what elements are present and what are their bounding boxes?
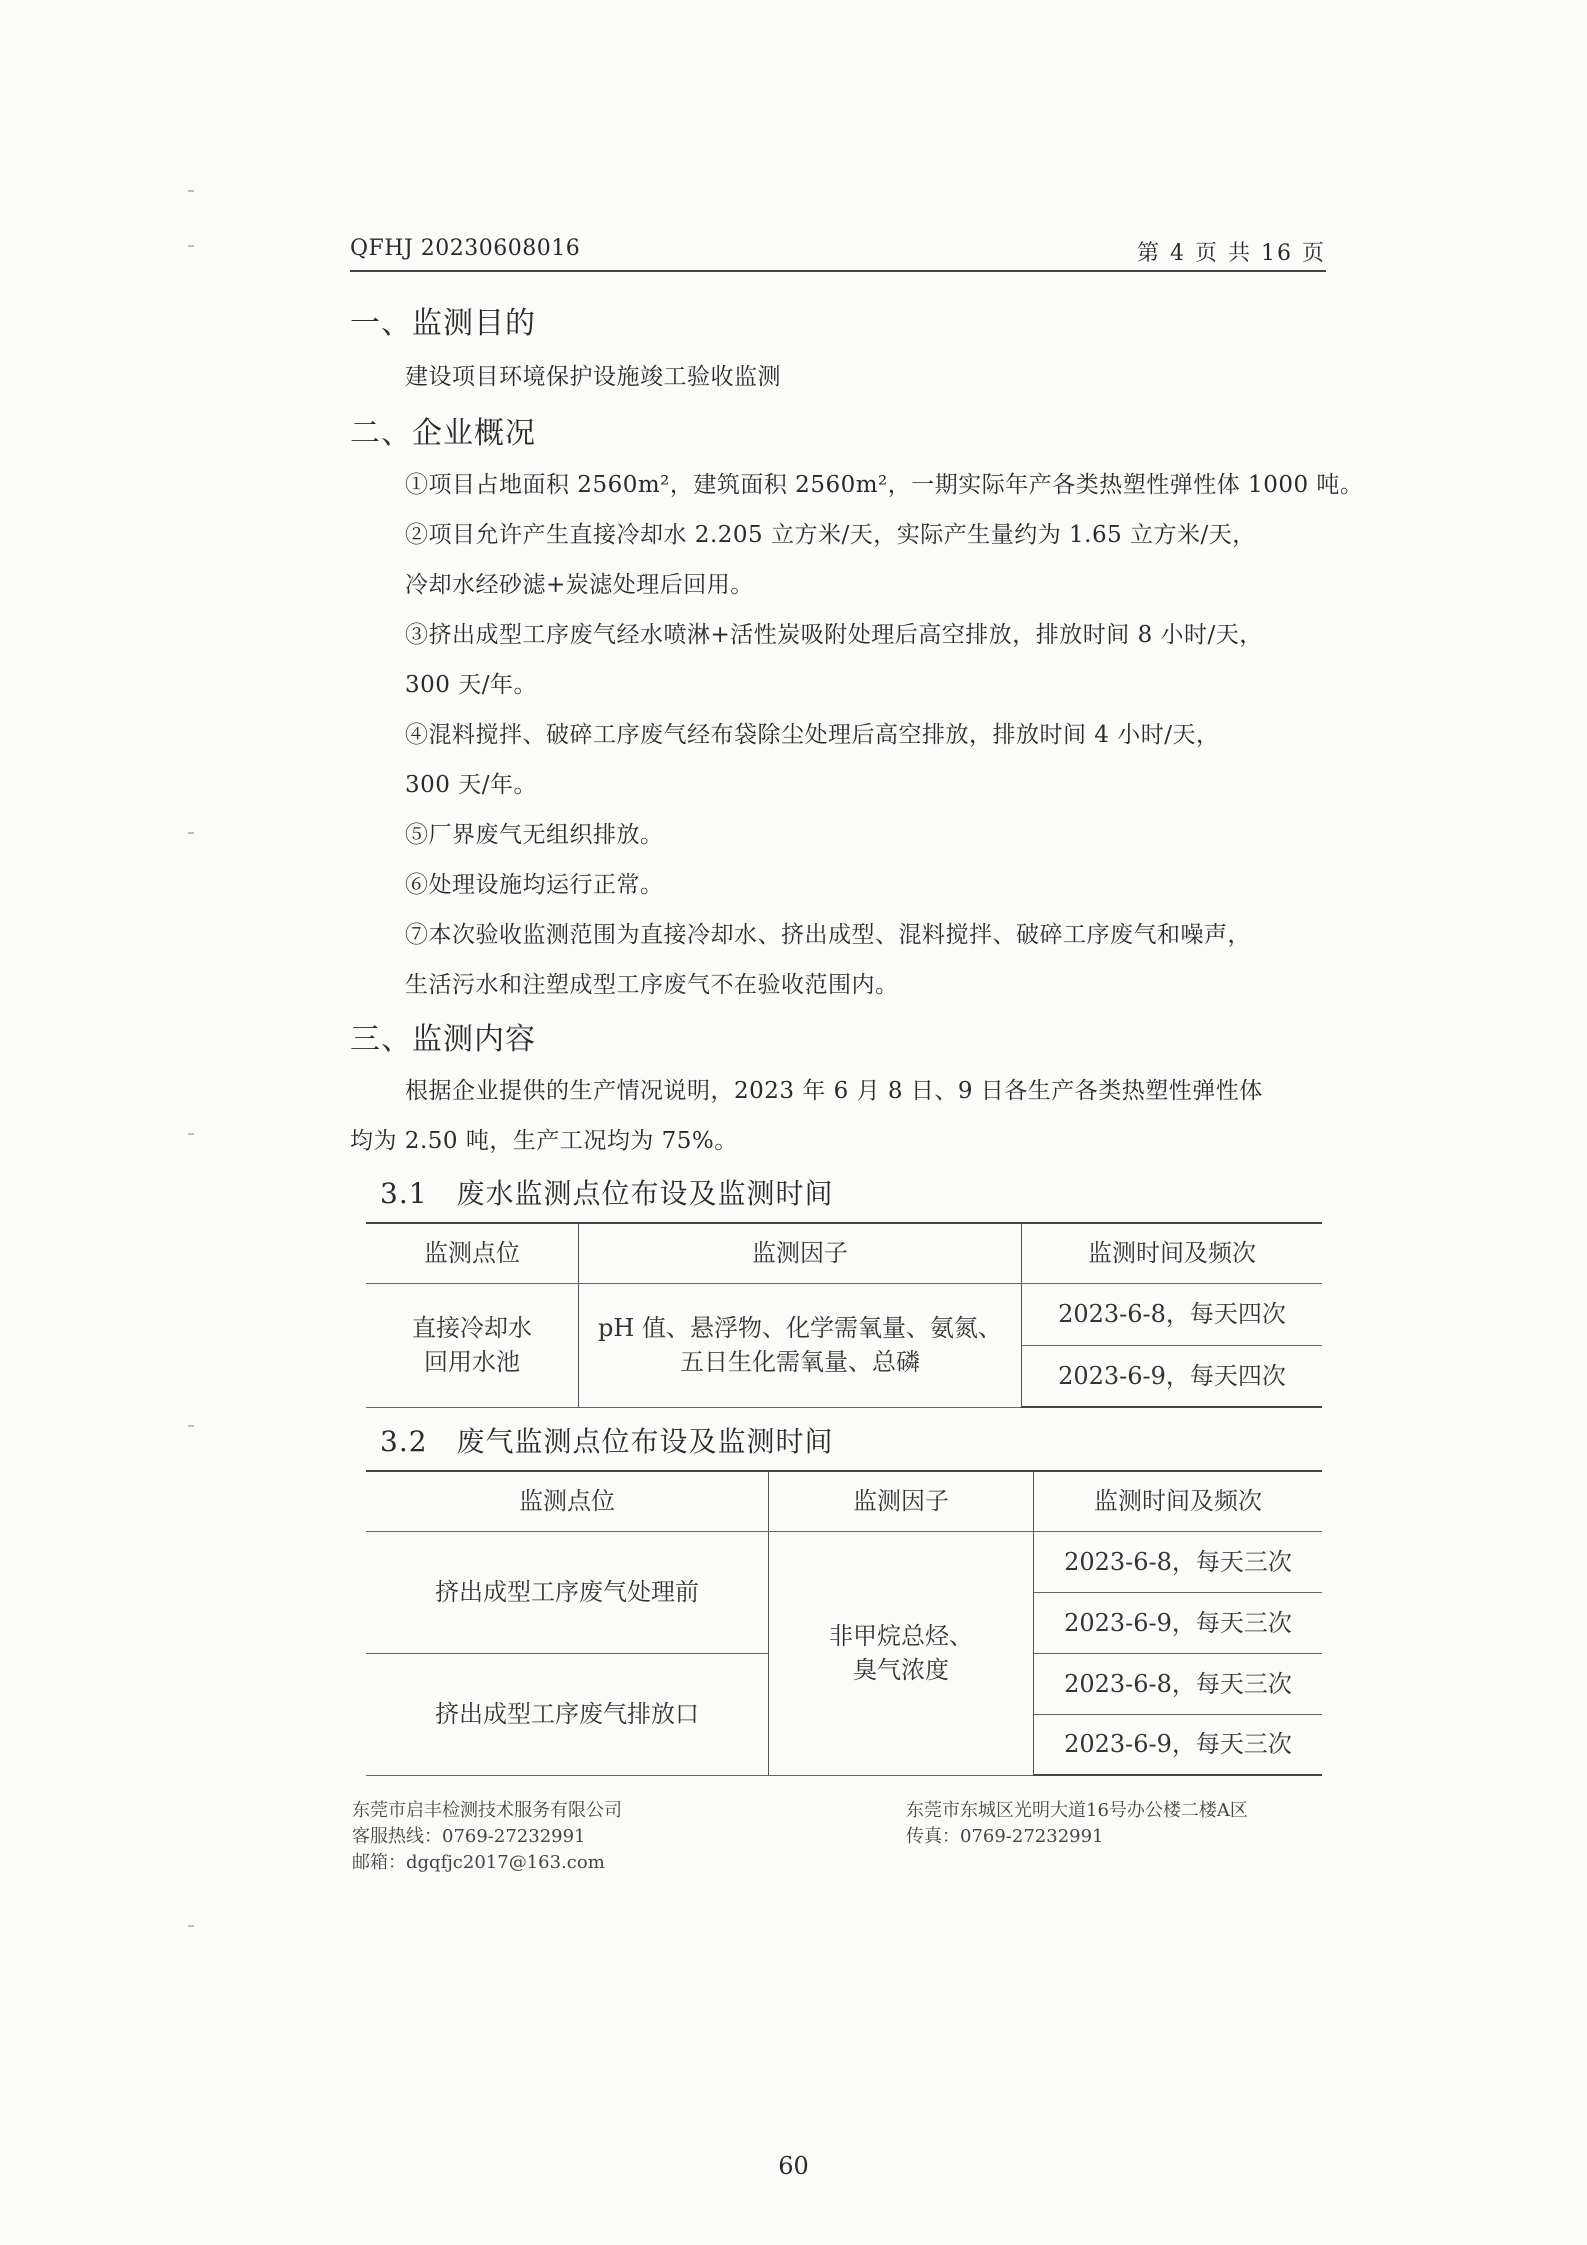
- page-info: 第 4 页 共 16 页: [1137, 241, 1326, 266]
- table-header: 监测因子: [579, 1223, 1022, 1283]
- scan-mark: [188, 1925, 194, 1927]
- footer-company: 东莞市启丰检测技术服务有限公司: [352, 1800, 622, 1821]
- document-number: QFHJ 20230608016: [350, 236, 581, 261]
- overview-item-7: ⑦本次验收监测范围为直接冷却水、挤出成型、混料搅拌、破碎工序废气和噪声，: [405, 922, 1251, 948]
- section-1-title: 一、监测目的: [350, 306, 536, 341]
- scan-mark: [188, 1425, 194, 1427]
- overview-item-3-cont: 300 天/年。: [405, 672, 537, 698]
- content-paragraph: 根据企业提供的生产情况说明，2023 年 6 月 8 日、9 日各生产各类热塑性弹性体: [405, 1078, 1263, 1104]
- table-header: 监测因子: [769, 1471, 1034, 1531]
- table-cell-time: 2023-6-8，每天三次: [1034, 1531, 1323, 1592]
- footer-left: [352, 1798, 622, 1876]
- scan-mark: [188, 1133, 194, 1135]
- location-line: 回用水池: [424, 1348, 520, 1376]
- factors-line: pH 值、悬浮物、化学需氧量、氨氮、: [598, 1314, 1002, 1342]
- overview-item-5: ⑤厂界废气无组织排放。: [405, 822, 664, 848]
- overview-item-7-cont: 生活污水和注塑成型工序废气不在验收范围内。: [405, 972, 899, 998]
- overview-item-2-cont: 冷却水经砂滤+炭滤处理后回用。: [405, 572, 754, 598]
- factors-line: 非甲烷总烃、: [829, 1622, 973, 1650]
- table-header: 监测时间及频次: [1022, 1223, 1323, 1283]
- table-2-title: 3.2 废气监测点位布设及监测时间: [380, 1425, 834, 1458]
- table-cell-factors: [579, 1283, 1022, 1407]
- table-header: 监测点位: [366, 1223, 579, 1283]
- overview-item-4-cont: 300 天/年。: [405, 772, 537, 798]
- page-header: [350, 234, 1326, 272]
- footer-hotline: 客服热线：0769-27232991: [352, 1826, 586, 1847]
- table-cell-time: 2023-6-9，每天三次: [1034, 1714, 1323, 1775]
- table-cell-time: 2023-6-8，每天三次: [1034, 1653, 1323, 1714]
- table-cell-time: 2023-6-9，每天四次: [1022, 1345, 1323, 1407]
- factors-line: 五日生化需氧量、总磷: [680, 1348, 920, 1376]
- scan-mark: [188, 190, 194, 192]
- table-cell-location: [366, 1283, 579, 1407]
- table-cell-time: 2023-6-9，每天三次: [1034, 1592, 1323, 1653]
- footer-email: 邮箱：dgqfjc2017@163.com: [352, 1852, 605, 1873]
- footer-address: 东莞市东城区光明大道16号办公楼二楼A区: [906, 1800, 1248, 1821]
- exhaust-gas-table: [366, 1470, 1322, 1776]
- overview-item-4: ④混料搅拌、破碎工序废气经布袋除尘处理后高空排放，排放时间 4 小时/天，: [405, 722, 1220, 748]
- wastewater-table: [366, 1222, 1322, 1408]
- scan-mark: [188, 832, 194, 834]
- table-1-title: 3.1 废水监测点位布设及监测时间: [380, 1177, 834, 1210]
- section-2-title: 二、企业概况: [350, 416, 536, 451]
- content-paragraph-cont: 均为 2.50 吨，生产工况均为 75%。: [350, 1128, 738, 1154]
- overview-item-3: ③挤出成型工序废气经水喷淋+活性炭吸附处理后高空排放，排放时间 8 小时/天，: [405, 622, 1263, 648]
- table-cell-location: 挤出成型工序废气排放口: [366, 1653, 769, 1775]
- table-cell-location: 挤出成型工序废气处理前: [366, 1531, 769, 1653]
- table-cell-factors: [769, 1531, 1034, 1775]
- footer-right: [906, 1798, 1248, 1850]
- scan-mark: [188, 245, 194, 247]
- table-header: 监测时间及频次: [1034, 1471, 1323, 1531]
- overview-item-2: ②项目允许产生直接冷却水 2.205 立方米/天，实际产生量约为 1.65 立方米/天，: [405, 522, 1256, 548]
- section-1-text: 建设项目环境保护设施竣工验收监测: [405, 364, 781, 390]
- table-header: 监测点位: [366, 1471, 769, 1531]
- footer-fax: 传真：0769-27232991: [906, 1826, 1104, 1847]
- table-cell-time: 2023-6-8，每天四次: [1022, 1283, 1323, 1345]
- factors-line: 臭气浓度: [853, 1656, 949, 1684]
- page-number: 60: [778, 2152, 809, 2180]
- section-3-title: 三、监测内容: [350, 1022, 536, 1057]
- overview-item-6: ⑥处理设施均运行正常。: [405, 872, 664, 898]
- location-line: 直接冷却水: [412, 1314, 532, 1342]
- overview-item-1: ①项目占地面积 2560m²，建筑面积 2560m²，一期实际年产各类热塑性弹性体 1000 吨。: [405, 472, 1364, 498]
